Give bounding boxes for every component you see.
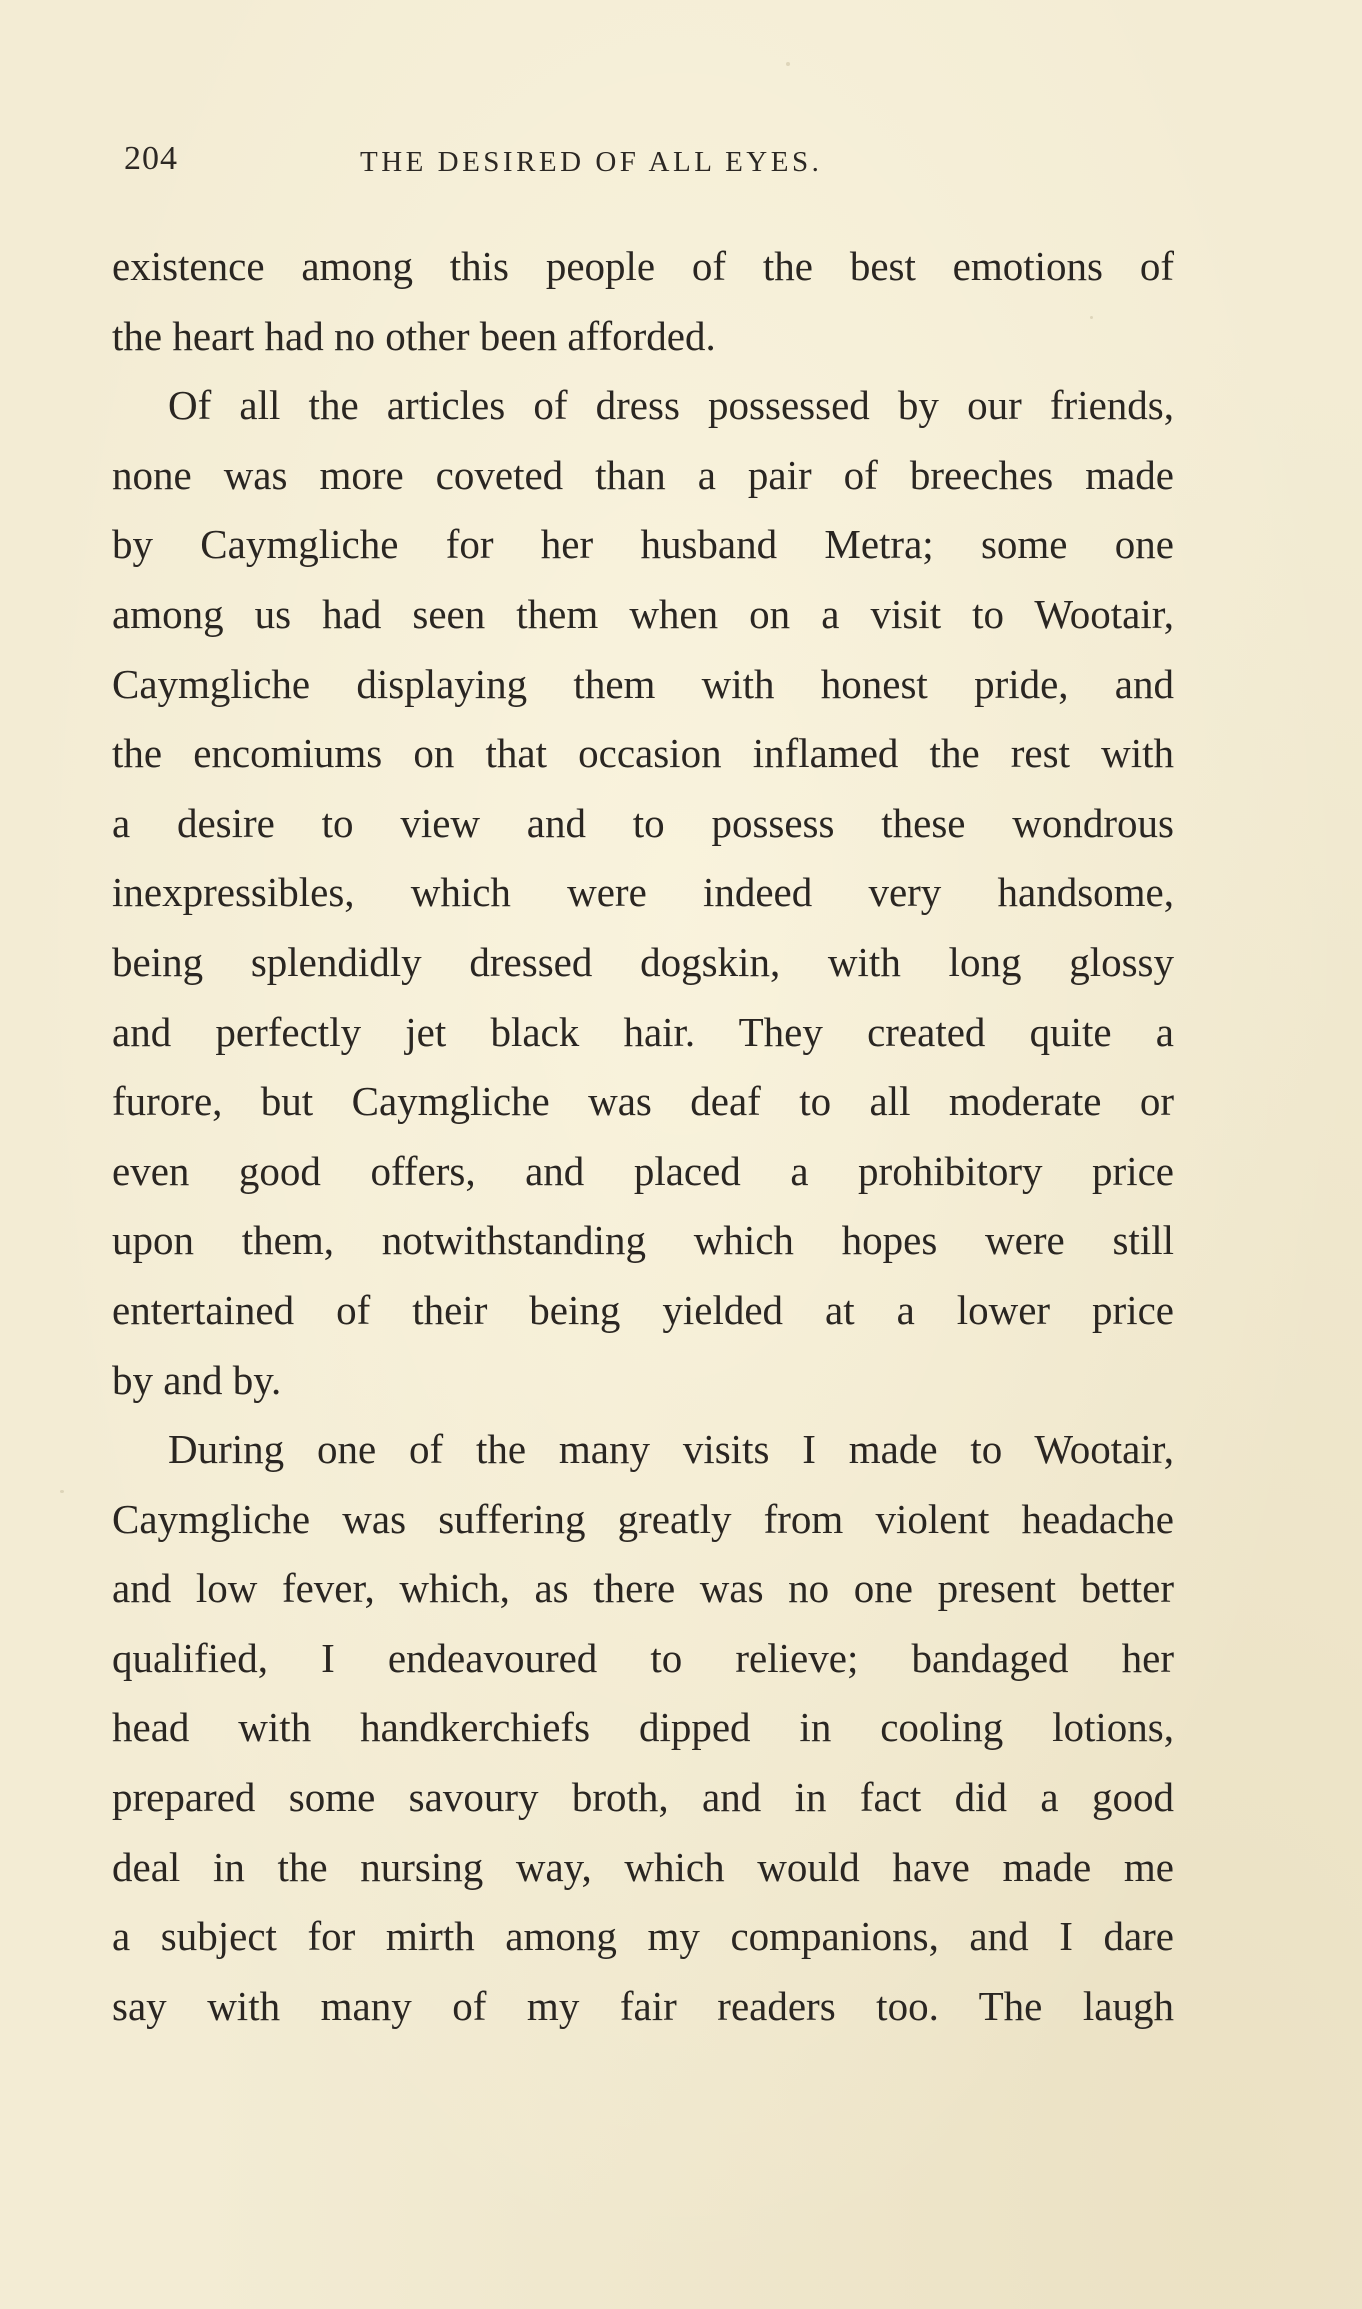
text-line: and perfectly jet black hair. They created quite a bbox=[112, 1008, 1174, 1055]
text-line: say with many of my fair readers too. The laugh bbox=[112, 1982, 1174, 2029]
text-line: deal in the nursing way, which would have made me bbox=[112, 1843, 1174, 1890]
text-line: Of all the articles of dress possessed by our friends, bbox=[168, 382, 1174, 429]
text-line: Caymgliche displaying them with honest pride, and bbox=[112, 660, 1174, 707]
running-title: THE DESIRED OF ALL EYES. bbox=[360, 146, 823, 178]
text-line: entertained of their being yielded at a lower price bbox=[112, 1286, 1174, 1333]
text-line: among us had seen them when on a visit to Wootair, bbox=[112, 590, 1174, 637]
text-line: being splendidly dressed dogskin, with long glossy bbox=[112, 938, 1174, 985]
text-line: inexpressibles, which were indeed very handsome, bbox=[112, 869, 1174, 916]
text-line: none was more coveted than a pair of breeches made bbox=[112, 451, 1174, 498]
text-line: furore, but Caymgliche was deaf to all moderate or bbox=[112, 1078, 1174, 1125]
text-line: by Caymgliche for her husband Metra; some one bbox=[112, 521, 1174, 568]
body-text bbox=[112, 232, 1174, 2041]
text-line: head with handkerchiefs dipped in cooling lotions, bbox=[112, 1704, 1174, 1751]
text-line: During one of the many visits I made to Wootair, bbox=[168, 1426, 1174, 1473]
text-line: a subject for mirth among my companions, and I dare bbox=[112, 1913, 1174, 1960]
text-line: prepared some savoury broth, and in fact did a good bbox=[112, 1774, 1174, 1821]
paper-speck bbox=[60, 1490, 64, 1493]
text-line: and low fever, which, as there was no one present better bbox=[112, 1565, 1174, 1612]
text-line: qualified, I endeavoured to relieve; bandaged her bbox=[112, 1634, 1174, 1681]
running-head bbox=[110, 140, 1170, 190]
text-line: a desire to view and to possess these wondrous bbox=[112, 799, 1174, 846]
text-line: the heart had no other been afforded. bbox=[112, 312, 716, 359]
text-line: Caymgliche was suffering greatly from violent headache bbox=[112, 1495, 1174, 1542]
text-line: even good offers, and placed a prohibitory price bbox=[112, 1147, 1174, 1194]
page-number: 204 bbox=[124, 140, 178, 177]
text-line: existence among this people of the best emotions of bbox=[112, 243, 1174, 289]
paper-speck bbox=[786, 62, 790, 66]
text-line: upon them, notwithstanding which hopes were still bbox=[112, 1217, 1174, 1264]
text-line: the encomiums on that occasion inflamed the rest with bbox=[112, 730, 1174, 777]
text-line: by and by. bbox=[112, 1356, 282, 1403]
